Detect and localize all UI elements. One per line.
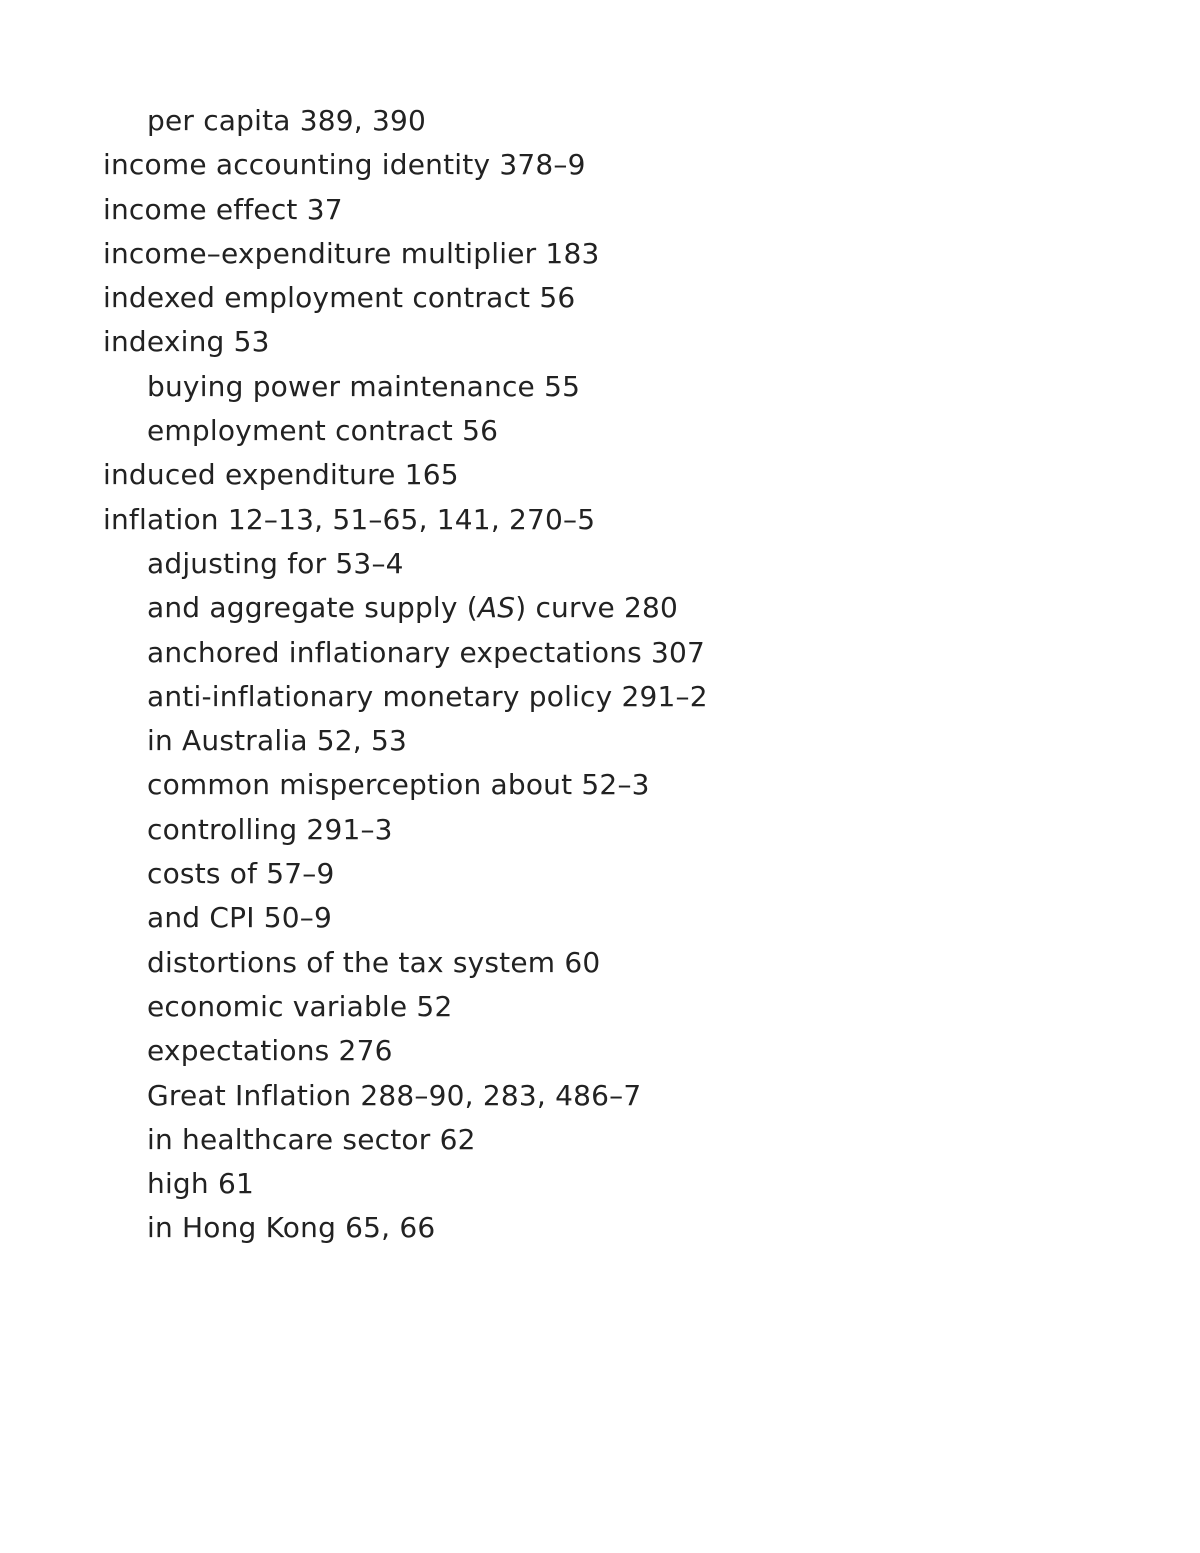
index-list (103, 99, 708, 1251)
index-subentry: per capita 389, 390 (147, 104, 427, 137)
index-subentry: anti-inflationary monetary policy 291–2 (147, 679, 708, 713)
index-subentry: costs of 57–9 (147, 857, 335, 891)
index-subentry: expectations 276 (147, 1034, 393, 1068)
index-entry: income accounting identity 378–9 (103, 148, 586, 182)
index-entry: income effect 37 (103, 192, 343, 226)
index-entry: indexed employment contract 56 (103, 281, 576, 315)
index-subentry: high 61 (147, 1167, 254, 1201)
index-subentry: common misperception about 52–3 (147, 768, 650, 802)
index-subentry: distortions of the tax system 60 (147, 945, 601, 979)
index-subentry: in Hong Kong 65, 66 (147, 1211, 436, 1245)
index-subentry: Great Inflation 288–90, 283, 486–7 (147, 1078, 642, 1112)
index-subentry: in healthcare sector 62 (147, 1122, 476, 1156)
index-subentry: anchored inflationary expectations 307 (147, 635, 706, 669)
index-subentry-italic: AS (477, 591, 516, 625)
index-subentry (103, 586, 708, 630)
index-subentry: in Australia 52, 53 (147, 724, 408, 758)
index-subentry: buying power maintenance 55 (147, 369, 581, 403)
index-entry: indexing 53 (103, 325, 270, 359)
index-subentry: employment contract 56 (147, 414, 499, 448)
index-subentry: adjusting for 53–4 (147, 546, 404, 580)
index-subentry: controlling 291–3 (147, 812, 393, 846)
index-subentry-pre: and aggregate supply ( (147, 591, 478, 625)
index-subentry: and CPI 50–9 (147, 901, 333, 935)
index-subentry-post: ) curve 280 (515, 591, 679, 625)
index-entry: inflation 12–13, 51–65, 141, 270–5 (103, 502, 596, 536)
index-entry: induced expenditure 165 (103, 458, 459, 492)
index-subentry: economic variable 52 (147, 989, 453, 1023)
index-entry: income–expenditure multiplier 183 (103, 236, 600, 270)
